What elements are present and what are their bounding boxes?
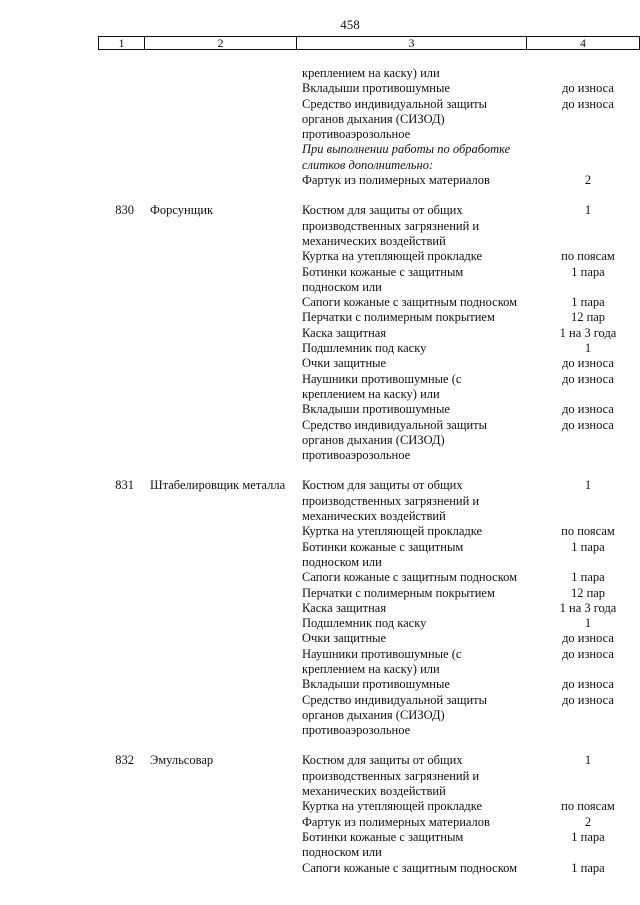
table-row <box>0 524 640 539</box>
profession-name <box>134 509 282 524</box>
profession-number <box>0 158 134 173</box>
table-row <box>0 799 640 814</box>
profession-number <box>0 494 134 509</box>
issue-norm: 1 на 3 года <box>559 325 617 340</box>
profession-number <box>0 341 134 356</box>
profession-number <box>0 295 134 310</box>
ppe-item: Ботинки кожаные с защитным <box>302 829 464 844</box>
ppe-item: механических воздействий <box>302 233 446 248</box>
table-row <box>0 570 640 585</box>
profession-name <box>134 356 282 371</box>
profession-name <box>134 448 282 463</box>
issue-norm: 1 <box>584 478 592 493</box>
profession-name <box>134 555 282 570</box>
profession-name <box>134 142 282 157</box>
issue-norm: 1 <box>584 341 592 356</box>
table-row <box>0 142 640 157</box>
ppe-item: подноском или <box>302 845 382 860</box>
ppe-item: Подшлемник под каску <box>302 616 427 631</box>
profession-name <box>134 524 282 539</box>
section-gap <box>0 738 640 753</box>
ppe-item: слитков дополнительно: <box>302 157 434 172</box>
issue-norm: 12 пар <box>570 585 606 600</box>
issue-norm: по поясам <box>561 799 615 814</box>
table-row <box>0 173 640 188</box>
ppe-item: Ботинки кожаные с защитным <box>302 539 464 554</box>
issue-norm <box>532 845 640 860</box>
issue-norm <box>532 662 640 677</box>
profession-number <box>0 448 134 463</box>
section-gap <box>0 463 640 478</box>
issue-norm <box>532 784 640 799</box>
table-row <box>0 616 640 631</box>
profession-number <box>0 799 134 814</box>
profession-name <box>134 219 282 234</box>
ppe-item: Каска защитная <box>302 325 387 340</box>
issue-norm <box>532 142 640 157</box>
profession-number <box>0 769 134 784</box>
ppe-item: Каска защитная <box>302 600 387 615</box>
profession-number <box>0 112 134 127</box>
profession-name <box>134 127 282 142</box>
table-row <box>0 295 640 310</box>
issue-norm <box>532 66 640 81</box>
table-row <box>0 66 640 81</box>
table-row <box>0 677 640 692</box>
issue-norm: 1 пара <box>571 264 605 279</box>
profession-name <box>134 799 282 814</box>
ppe-item: Средство индивидуальной защиты <box>302 692 488 707</box>
profession-number <box>0 310 134 325</box>
ppe-item: Вкладыши противошумные <box>302 402 450 417</box>
issue-norm: по поясам <box>561 249 615 264</box>
table-row <box>0 402 640 417</box>
profession-name <box>134 280 282 295</box>
ppe-item: Костюм для защиты от общих <box>302 753 463 768</box>
issue-norm: до износа <box>562 371 614 386</box>
ppe-item: Костюм для защиты от общих <box>302 478 463 493</box>
issue-norm: 1 пара <box>571 860 605 875</box>
table-row <box>0 203 640 218</box>
profession-number <box>0 234 134 249</box>
issue-norm: 1 на 3 года <box>559 600 617 615</box>
issue-norm: 1 <box>584 753 592 768</box>
issue-norm: 1 пара <box>571 295 605 310</box>
profession-name <box>134 265 282 280</box>
profession-name <box>134 784 282 799</box>
ppe-item: Вкладыши противошумные <box>302 677 450 692</box>
issue-norm <box>532 112 640 127</box>
profession-name <box>134 310 282 325</box>
profession-name <box>134 662 282 677</box>
ppe-item: производственных загрязнений и <box>302 768 480 783</box>
profession-name <box>134 326 282 341</box>
table-row <box>0 631 640 646</box>
profession-number: 830 <box>115 203 134 218</box>
column-header-1: 1 <box>99 37 145 49</box>
ppe-item: Костюм для защиты от общих <box>302 203 463 218</box>
profession-number <box>0 570 134 585</box>
profession-name <box>134 494 282 509</box>
ppe-item: Очки защитные <box>302 356 387 371</box>
table-row <box>0 310 640 325</box>
ppe-item: органов дыхания (СИЗОД) <box>302 707 445 722</box>
table-row <box>0 341 640 356</box>
ppe-item: Сапоги кожаные с защитным подноском <box>302 860 518 875</box>
profession-number <box>0 173 134 188</box>
table-row <box>0 418 640 433</box>
table-row <box>0 387 640 402</box>
issue-norm <box>532 769 640 784</box>
ppe-item: Средство индивидуальной защиты <box>302 96 488 111</box>
table-row <box>0 723 640 738</box>
profession-number <box>0 586 134 601</box>
table-row <box>0 494 640 509</box>
profession-name <box>134 845 282 860</box>
ppe-item: Куртка на утепляющей прокладке <box>302 799 483 814</box>
profession-number <box>0 524 134 539</box>
profession-name <box>134 540 282 555</box>
profession-name <box>134 249 282 264</box>
issue-norm: 1 <box>584 616 592 631</box>
issue-norm <box>532 723 640 738</box>
table-row <box>0 693 640 708</box>
profession-name <box>134 861 282 876</box>
profession-name <box>134 616 282 631</box>
profession-number <box>0 601 134 616</box>
profession-name <box>134 418 282 433</box>
ppe-item: креплением на каску) или <box>302 661 440 676</box>
profession-name <box>134 295 282 310</box>
ppe-item: подноском или <box>302 279 382 294</box>
ppe-item: Вкладыши противошумные <box>302 81 450 96</box>
issue-norm <box>532 127 640 142</box>
issue-norm: до износа <box>562 81 614 96</box>
column-header-table <box>98 36 640 50</box>
profession-name <box>134 158 282 173</box>
table-body <box>0 66 640 876</box>
issue-norm: до износа <box>562 96 614 111</box>
ppe-item: органов дыхания (СИЗОД) <box>302 111 445 126</box>
profession-number <box>0 616 134 631</box>
ppe-item: Очки защитные <box>302 631 387 646</box>
profession-number <box>0 372 134 387</box>
profession-number <box>0 708 134 723</box>
table-row <box>0 647 640 662</box>
profession-number <box>0 219 134 234</box>
profession-number <box>0 693 134 708</box>
issue-norm: 2 <box>584 814 592 829</box>
profession-number <box>0 677 134 692</box>
profession-name <box>134 815 282 830</box>
profession-name <box>134 372 282 387</box>
ppe-item: Куртка на утепляющей прокладке <box>302 249 483 264</box>
profession-name <box>134 601 282 616</box>
profession-name <box>134 830 282 845</box>
profession-number <box>0 433 134 448</box>
issue-norm <box>532 158 640 173</box>
profession-name <box>134 341 282 356</box>
profession-number <box>0 647 134 662</box>
issue-norm <box>532 448 640 463</box>
profession-name <box>134 234 282 249</box>
issue-norm: 1 <box>584 203 592 218</box>
issue-norm: 1 пара <box>571 829 605 844</box>
section-gap <box>0 188 640 203</box>
issue-norm: 2 <box>584 173 592 188</box>
ppe-item: Куртка на утепляющей прокладке <box>302 524 483 539</box>
profession-number <box>0 249 134 264</box>
profession-name <box>134 433 282 448</box>
column-header-4: 4 <box>580 36 586 50</box>
issue-norm: до износа <box>562 402 614 417</box>
table-row <box>0 127 640 142</box>
table-row <box>0 861 640 876</box>
issue-norm: 1 пара <box>571 539 605 554</box>
profession-number <box>0 66 134 81</box>
profession-number <box>0 509 134 524</box>
profession-number <box>0 81 134 96</box>
table-row <box>0 830 640 845</box>
ppe-item: Наушники противошумные (с <box>302 646 462 661</box>
ppe-item: противоаэрозольное <box>302 723 411 738</box>
table-row <box>0 540 640 555</box>
table-row <box>0 845 640 860</box>
ppe-item: Подшлемник под каску <box>302 341 427 356</box>
profession-number <box>0 723 134 738</box>
table-row <box>0 158 640 173</box>
table-row <box>0 815 640 830</box>
table-row <box>0 326 640 341</box>
ppe-item: производственных загрязнений и <box>302 493 480 508</box>
issue-norm <box>532 509 640 524</box>
profession-name <box>134 647 282 662</box>
table-row <box>0 372 640 387</box>
profession-number <box>0 127 134 142</box>
profession-number <box>0 326 134 341</box>
table-row <box>0 433 640 448</box>
ppe-item: Ботинки кожаные с защитным <box>302 264 464 279</box>
profession-name: Форсунщик <box>150 203 214 218</box>
ppe-item: Фартук из полимерных материалов <box>302 814 490 829</box>
issue-norm: до износа <box>562 417 614 432</box>
table-row <box>0 586 640 601</box>
issue-norm: до износа <box>562 692 614 707</box>
profession-number <box>0 402 134 417</box>
table-row <box>0 478 640 493</box>
ppe-item: Фартук из полимерных материалов <box>302 173 490 188</box>
issue-norm <box>532 387 640 402</box>
table-row <box>0 234 640 249</box>
profession-number <box>0 830 134 845</box>
ppe-item: креплением на каску) или <box>302 386 440 401</box>
issue-norm: 12 пар <box>570 310 606 325</box>
profession-name: Эмульсовар <box>150 753 214 768</box>
page-number: 458 <box>340 17 360 32</box>
issue-norm <box>532 219 640 234</box>
profession-number <box>0 784 134 799</box>
issue-norm <box>532 234 640 249</box>
profession-name <box>134 66 282 81</box>
profession-name <box>134 81 282 96</box>
profession-number <box>0 540 134 555</box>
ppe-item: При выполнении работы по обработке <box>302 142 511 157</box>
profession-number <box>0 418 134 433</box>
table-row <box>0 97 640 112</box>
table-row <box>0 112 640 127</box>
ppe-item: креплением на каску) или <box>302 66 440 80</box>
table-row <box>0 662 640 677</box>
ppe-item: органов дыхания (СИЗОД) <box>302 432 445 447</box>
ppe-item: механических воздействий <box>302 509 446 524</box>
profession-number <box>0 97 134 112</box>
table-row <box>0 769 640 784</box>
table-row <box>0 219 640 234</box>
issue-norm: до износа <box>562 646 614 661</box>
profession-number: 831 <box>115 478 134 493</box>
table-row <box>0 753 640 768</box>
column-header-2: 2 <box>145 37 297 49</box>
issue-norm <box>532 433 640 448</box>
profession-name <box>134 708 282 723</box>
table-row <box>0 555 640 570</box>
table-row <box>0 249 640 264</box>
table-row <box>0 81 640 96</box>
ppe-item: Средство индивидуальной защиты <box>302 417 488 432</box>
profession-number <box>0 662 134 677</box>
profession-name <box>134 693 282 708</box>
profession-name <box>134 769 282 784</box>
profession-number <box>0 861 134 876</box>
profession-number <box>0 845 134 860</box>
profession-name <box>134 631 282 646</box>
profession-name <box>134 402 282 417</box>
profession-name: Штабелировщик металла <box>150 478 286 493</box>
ppe-item: Наушники противошумные (с <box>302 371 462 386</box>
table-row <box>0 509 640 524</box>
issue-norm: по поясам <box>561 524 615 539</box>
ppe-item: Перчатки с полимерным покрытием <box>302 585 495 600</box>
profession-number <box>0 142 134 157</box>
ppe-item: механических воздействий <box>302 784 446 799</box>
profession-name <box>134 586 282 601</box>
profession-name <box>134 723 282 738</box>
ppe-item: противоаэрозольное <box>302 448 411 463</box>
profession-number <box>0 265 134 280</box>
ppe-item: подноском или <box>302 554 382 569</box>
issue-norm: до износа <box>562 631 614 646</box>
table-row <box>0 448 640 463</box>
issue-norm <box>532 280 640 295</box>
profession-number <box>0 387 134 402</box>
table-row <box>0 708 640 723</box>
issue-norm <box>532 494 640 509</box>
column-header-3: 3 <box>297 37 527 49</box>
table-row <box>0 784 640 799</box>
profession-number <box>0 555 134 570</box>
profession-name <box>134 387 282 402</box>
profession-number <box>0 280 134 295</box>
profession-name <box>134 97 282 112</box>
issue-norm <box>532 708 640 723</box>
profession-name <box>134 677 282 692</box>
ppe-item: Перчатки с полимерным покрытием <box>302 310 495 325</box>
profession-name <box>134 570 282 585</box>
ppe-item: Сапоги кожаные с защитным подноском <box>302 570 518 585</box>
ppe-item: производственных загрязнений и <box>302 218 480 233</box>
profession-number <box>0 631 134 646</box>
profession-number <box>0 356 134 371</box>
table-row <box>0 601 640 616</box>
profession-number <box>0 815 134 830</box>
table-row <box>0 265 640 280</box>
table-row <box>0 356 640 371</box>
profession-name <box>134 112 282 127</box>
ppe-item: Сапоги кожаные с защитным подноском <box>302 295 518 310</box>
issue-norm: 1 пара <box>571 570 605 585</box>
profession-name <box>134 173 282 188</box>
ppe-item: противоаэрозольное <box>302 127 411 142</box>
issue-norm <box>532 555 640 570</box>
issue-norm: до износа <box>562 677 614 692</box>
table-row <box>0 280 640 295</box>
profession-number: 832 <box>115 753 134 768</box>
issue-norm: до износа <box>562 356 614 371</box>
